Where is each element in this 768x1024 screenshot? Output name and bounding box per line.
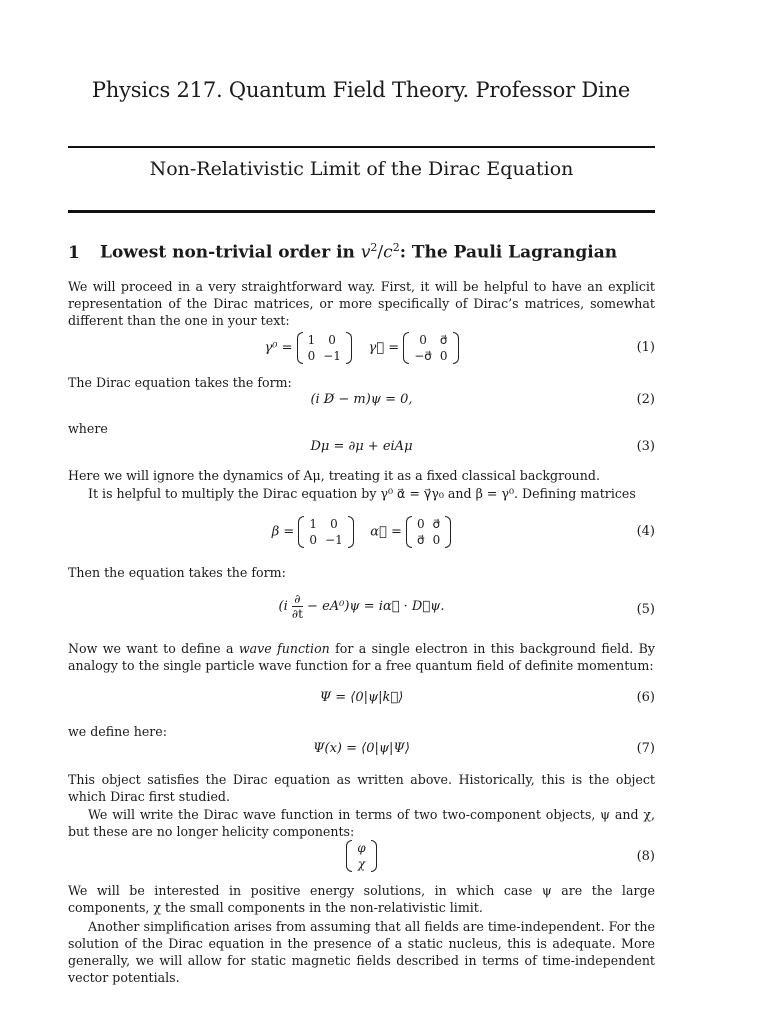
wave-function-emphasis: wave function xyxy=(238,641,330,656)
section-title-post: : The Pauli Lagrangian xyxy=(399,242,618,263)
paragraph-1: We will proceed in a very straightforward way. First, it will be helpful to have an explicit representation of the Dirac matrices, or more specifically of Dirac’s matrices, somewhat different than the one in your text: xyxy=(68,279,655,328)
paragraph-8: we define here: xyxy=(68,724,167,739)
equation-7-body: Ψ(x) = ⟨0|ψ|Ψ⟩ xyxy=(313,741,410,756)
eq5-partial-derivative: $\frac{\partial}{\partial t}$ xyxy=(291,592,303,621)
equation-5 xyxy=(68,592,655,628)
paragraph-11: We will be interested in positive energy solutions, in which case ψ are the large components, χ the small components in the non-relativistic limit. xyxy=(68,883,655,915)
equation-6 xyxy=(68,690,655,708)
equation-3-body: Dμ = ∂μ + eiAμ xyxy=(310,439,413,454)
equation-8-body xyxy=(68,840,655,872)
equation-4-body xyxy=(68,516,655,548)
paragraph-3: where xyxy=(68,421,108,436)
eq5-pre: (i xyxy=(278,599,288,614)
equation-1 xyxy=(68,332,655,366)
paragraph-9: This object satisfies the Dirac equation as written above. Historically, this is the object which Dirac first studied. xyxy=(68,772,655,804)
equation-8-number: (8) xyxy=(636,849,655,864)
equation-2-number: (2) xyxy=(636,392,655,407)
equation-7-number: (7) xyxy=(636,741,655,756)
bottom-rule xyxy=(68,210,655,213)
equation-6-body: Ψ = ⟨0|ψ|k⃗⟩ xyxy=(319,690,404,705)
document-title: Physics 217. Quantum Field Theory. Professor Dine xyxy=(91,78,631,102)
beta-matrix: 1 0 0 −1 xyxy=(298,516,353,548)
paragraph-4: Here we will ignore the dynamics of Aμ, treating it as a fixed classical background. xyxy=(68,468,600,483)
paragraph-10: We will write the Dirac wave function in terms of two two-component objects, ψ and χ, but these are no longer helicity components: xyxy=(68,807,655,839)
paragraph-2: The Dirac equation takes the form: xyxy=(68,375,292,390)
section-title-slash: / xyxy=(377,242,384,263)
equation-4-number: (4) xyxy=(636,524,655,539)
equation-1-body xyxy=(68,332,655,364)
paragraph-7: Now we want to define a wave function for a single electron in this background field. By analogy to the single particle wave function for a free quantum field of definite momentum: xyxy=(68,641,655,673)
eq4-lhs-beta: β = xyxy=(271,524,295,540)
eq1-lhs-gamma0: γ⁰ = xyxy=(264,340,293,356)
gamma-vec-matrix: 0 σ⃗ −σ⃗ 0 xyxy=(403,332,458,364)
equation-8 xyxy=(68,840,655,876)
equation-3 xyxy=(68,439,655,457)
section-title-sup2: 2 xyxy=(392,241,400,254)
equation-5-number: (5) xyxy=(636,602,655,617)
eq1-lhs-gamma-vec: γ⃗ = xyxy=(368,340,400,356)
eq4-lhs-alpha: α⃗ = xyxy=(370,524,402,540)
paragraph-6: Then the equation takes the form: xyxy=(68,565,286,580)
equation-6-number: (6) xyxy=(636,690,655,705)
gamma0-matrix: 1 0 0 −1 xyxy=(297,332,352,364)
equation-4 xyxy=(68,516,655,550)
section-title-c: c xyxy=(383,242,393,263)
top-rule xyxy=(68,146,655,148)
section-title-sup1: 2 xyxy=(370,241,378,254)
paragraph-12: Another simplification arises from assuming that all fields are time-independent. For the solution of the Dirac equation in the presence of a static nucleus, this is adequate. More generally, we will allow for static magnetic fields described in terms of time-independent vector potentials. xyxy=(68,919,655,985)
spinor-column-vector: φ χ xyxy=(346,840,376,872)
equation-3-number: (3) xyxy=(636,439,655,454)
paragraph-5: It is helpful to multiply the Dirac equation by γ⁰ α⃗ = γ⃗γ₀ and β = γ⁰. Defining matrices xyxy=(88,486,636,501)
section-title-pre: Lowest non-trivial order in xyxy=(100,242,361,263)
equation-2 xyxy=(68,392,655,410)
document-subtitle: Non-Relativistic Limit of the Dirac Equation xyxy=(149,158,574,180)
equation-5-body xyxy=(68,592,655,621)
section-heading xyxy=(68,241,617,263)
equation-7 xyxy=(68,741,655,759)
eq5-post: − eA⁰)ψ = iα⃗ · D⃗ψ. xyxy=(307,599,445,614)
equation-1-number: (1) xyxy=(636,340,655,355)
section-title-v: v xyxy=(360,242,371,263)
section-number: 1 xyxy=(68,242,80,263)
alpha-matrix: 0 σ⃗ σ⃗ 0 xyxy=(406,516,451,548)
equation-2-body: (i D̸ − m)ψ = 0, xyxy=(310,392,413,407)
